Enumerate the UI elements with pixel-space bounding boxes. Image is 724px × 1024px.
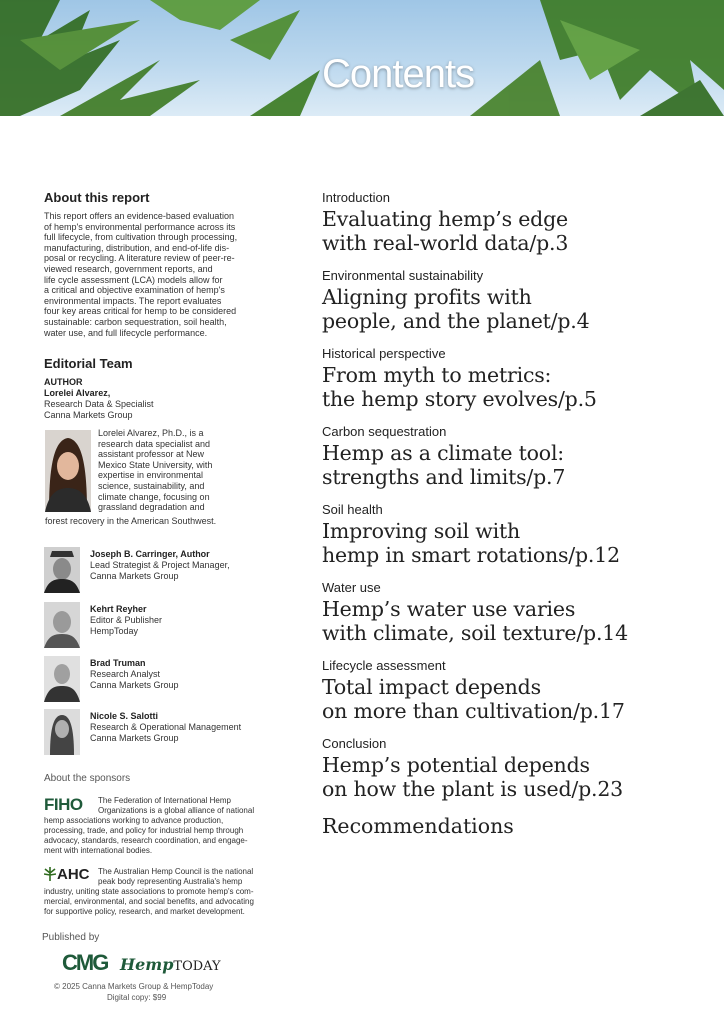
member-org: Canna Markets Group (90, 680, 179, 690)
cmg-logo: CMG (62, 950, 108, 975)
toc-title-line: Hemp as a climate tool: (322, 441, 565, 465)
about-line: This report offers an evidence-based evaluation (44, 211, 234, 221)
sponsor-line: hemp associations working to advance production, (44, 816, 224, 825)
member-name: Kehrt Reyher (90, 604, 147, 614)
author-name: Lorelei Alvarez, (44, 388, 111, 399)
author-bio-last: forest recovery in the American Southwest. (45, 516, 217, 526)
toc-title-line: Aligning profits with (322, 285, 532, 309)
about-line: water use, and full lifecycle performance. (44, 327, 208, 338)
toc-recommendations[interactable]: Recommendations (322, 814, 514, 838)
toc-item[interactable] (322, 580, 702, 645)
table-of-contents (322, 190, 702, 838)
about-line: a critical and objective examination of hemp's (44, 285, 225, 296)
sponsor-line: mercial, environmental, and social benefits, and advocating (44, 897, 254, 906)
about-line: life cycle assessment (LCA) models allow for (44, 274, 223, 285)
about-text (44, 211, 264, 338)
member-org: Canna Markets Group (90, 571, 179, 581)
toc-category: Conclusion (322, 736, 387, 751)
member-photo (44, 709, 80, 755)
bio-line: climate change, focusing on (98, 491, 210, 502)
member-role: Lead Strategist & Project Manager, (90, 560, 230, 570)
hemptoday-logo (120, 955, 221, 975)
published-label: Published by (42, 932, 100, 943)
toc-category: Lifecycle assessment (322, 658, 446, 673)
bio-line: grassland degradation and (98, 502, 205, 513)
member-role: Research & Operational Management (90, 722, 242, 732)
ahc-logo: AHC (57, 866, 90, 883)
hemptoday-logo-part: TODAY (173, 959, 221, 974)
sponsor-line: The Federation of International Hemp (98, 796, 231, 805)
sponsor-line: advocacy, standards, research coordination, and engage- (44, 836, 248, 845)
sponsor-line: peak body representing Australia's hemp (98, 877, 243, 886)
toc-item[interactable] (322, 736, 702, 801)
team-member (44, 709, 284, 755)
hemptoday-logo-part: Hemp (120, 955, 174, 974)
member-org: Canna Markets Group (90, 733, 179, 743)
member-photo (44, 602, 80, 648)
toc-category: Environmental sustainability (322, 268, 484, 283)
author-label: AUTHOR (44, 377, 83, 388)
header-banner (0, 0, 724, 116)
toc-title-line: strengths and limits/p.7 (322, 465, 566, 489)
toc-category: Soil health (322, 502, 383, 517)
toc-title-line: with climate, soil texture/p.14 (322, 621, 628, 645)
about-line: environmental impacts. The report evaluates (44, 295, 222, 306)
author-bio (98, 428, 268, 513)
bio-line: science, sustainability, and (98, 480, 205, 491)
sponsor-line: Organizations is a global alliance of national (98, 806, 255, 815)
toc-title-line: Total impact depends (322, 675, 541, 699)
price: Digital copy: $99 (107, 993, 167, 1002)
about-line: manufacturing, distribution, and end-of-life dis- (44, 242, 230, 253)
author-title: Research Data & Specialist (44, 399, 154, 410)
fiho-logo: FIHO (44, 795, 83, 814)
editorial-heading: Editorial Team (44, 356, 133, 372)
toc-title-line: From myth to metrics: (322, 363, 552, 387)
author-org: Canna Markets Group (44, 410, 133, 421)
copyright: © 2025 Canna Markets Group & HempToday (54, 982, 214, 991)
toc-title-line: hemp in smart rotations/p.12 (322, 543, 620, 567)
hemp-leaf-icon (44, 867, 56, 881)
toc-title-line: Hemp’s water use varies (322, 597, 576, 621)
sponsor-line: industry, uniting state associations to promote hemp's com- (44, 887, 254, 896)
left-column (44, 190, 264, 421)
about-line: posal or recycling. A literature review of peer-re- (44, 253, 235, 264)
member-role: Research Analyst (90, 669, 161, 679)
bio-line: assistant professor at New (98, 449, 205, 460)
sponsor-line: ment with international bodies. (44, 846, 153, 855)
author-photo (45, 430, 91, 512)
member-photo (44, 656, 80, 702)
toc-item[interactable] (322, 502, 702, 567)
member-role: Editor & Publisher (90, 615, 163, 625)
member-name: Nicole S. Salotti (90, 711, 159, 721)
about-line: full lifecycle, from cultivation through processing, (44, 232, 238, 243)
about-line: viewed research, government reports, and (44, 263, 213, 274)
toc-item[interactable] (322, 658, 702, 723)
member-name: Brad Truman (90, 658, 146, 668)
toc-item[interactable] (322, 268, 702, 333)
toc-item[interactable] (322, 424, 702, 489)
about-line: of hemp's environmental performance across its (44, 221, 236, 232)
toc-title-line: Hemp’s potential depends (322, 753, 590, 777)
toc-category: Water use (322, 580, 381, 595)
toc-title-line: Improving soil with (322, 519, 521, 543)
toc-category: Historical perspective (322, 346, 446, 361)
sponsors-heading: About the sponsors (44, 773, 131, 784)
sponsor-line: processing, trade, and policy for industrial hemp through (44, 826, 244, 835)
toc-title-line: on how the plant is used/p.23 (322, 777, 624, 801)
bio-line: research data specialist and (98, 438, 211, 449)
team-member (44, 656, 284, 702)
member-org: HempToday (90, 626, 139, 636)
toc-title-line: with real-world data/p.3 (322, 231, 569, 255)
member-photo (44, 547, 80, 593)
toc-item[interactable] (322, 346, 702, 411)
toc-title-line: people, and the planet/p.4 (322, 309, 590, 333)
member-name: Joseph B. Carringer, Author (90, 549, 210, 559)
toc-category: Introduction (322, 190, 390, 205)
about-line: sustainable: carbon sequestration, soil health, (44, 316, 227, 327)
sponsor-line: The Australian Hemp Council is the national (98, 867, 254, 876)
team-member (44, 602, 284, 648)
page-title: Contents (322, 52, 475, 96)
team-member (44, 547, 284, 593)
bio-line: expertise in environmental (98, 470, 204, 481)
toc-title-line: on more than cultivation/p.17 (322, 699, 625, 723)
toc-category: Carbon sequestration (322, 424, 447, 439)
toc-item[interactable] (322, 190, 702, 255)
about-line: four key areas critical for hemp to be considered (44, 306, 237, 317)
toc-title-line: Evaluating hemp’s edge (322, 207, 568, 231)
bio-line: Lorelei Alvarez, Ph.D., is a (98, 428, 204, 438)
bio-line: Mexico State University, with (98, 459, 213, 470)
about-heading: About this report (44, 190, 150, 205)
toc-title-line: the hemp story evolves/p.5 (322, 387, 597, 411)
sponsor-line: for supportive policy, research, and market development. (44, 907, 245, 916)
